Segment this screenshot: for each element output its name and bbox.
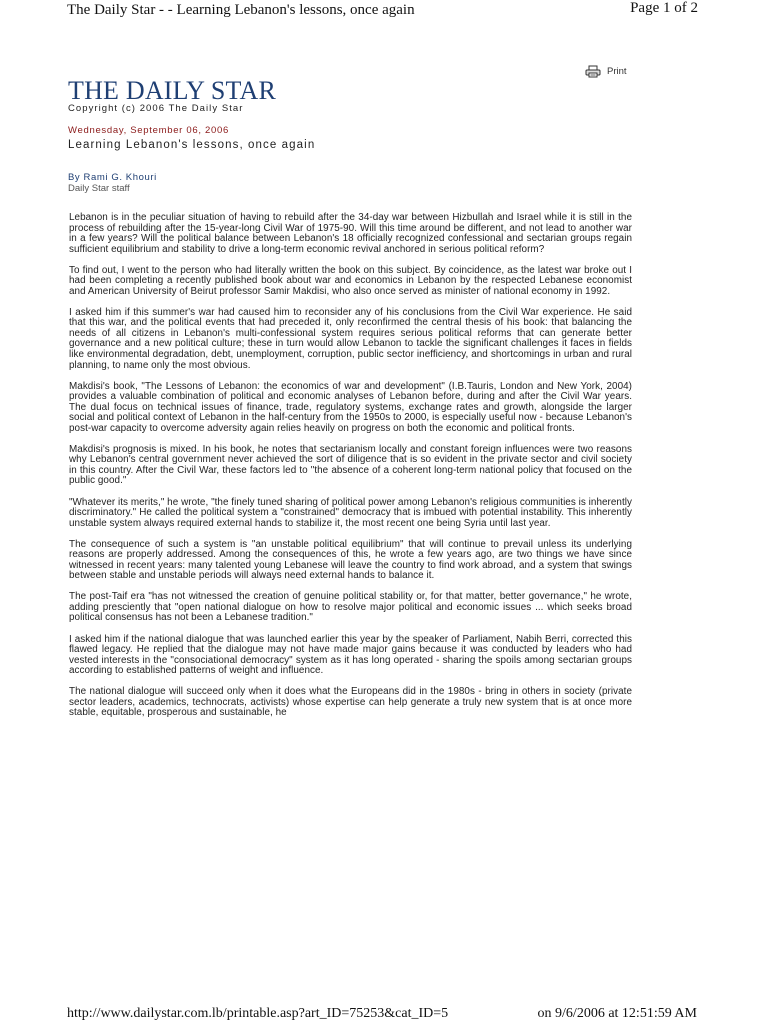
browser-page-title: The Daily Star - - Learning Lebanon's lessons, once again	[67, 2, 415, 18]
article-paragraph: The national dialogue will succeed only when it does what the Europeans did in the 1980s - bring in others in society (private sector leaders, academics, technocrats, activists) whose expertise can help generate a truly new system that is at once more stable, equitable, prosperous and sustainable, he	[69, 686, 632, 719]
article-paragraph: Lebanon is in the peculiar situation of having to rebuild after the 34-day war between Hizbullah and Israel while it is still in the process of rebuilding after the 15-year-long Civil War of 1975-90. Will this time around be different, and not lead to another war in a few years? Will the political balance between Lebanon's 18 officially recognized confessional and sectarian groups regain sufficient equilibrium and stability to drive a long-term economic revival anchored in serious political reform?	[69, 212, 632, 255]
copyright-line: Copyright (c) 2006 The Daily Star	[68, 103, 244, 114]
footer-url: http://www.dailystar.com.lb/printable.asp?art_ID=75253&cat_ID=5	[67, 1006, 449, 1021]
article-headline: Learning Lebanon's lessons, once again	[68, 139, 316, 151]
printer-icon[interactable]	[585, 65, 601, 78]
author-role: Daily Star staff	[68, 183, 130, 194]
article-paragraph: The consequence of such a system is "an unstable political equilibrium" that will continue to prevail unless its underlying reasons are properly addressed. Among the consequences of this, he wrote a few years ago, are two things we have since witnessed in recent years: many talented young Lebanese will leave the country to find work abroad, and a system that swings between stable and unstable periods will always need external hands to balance it.	[69, 538, 632, 582]
article-paragraph: Makdisi's book, "The Lessons of Lebanon: the economics of war and development" (I.B.Tauris, London and New York, 2004) provides a valuable combination of political and economic analyses of Lebanon before, during and after the Civil War years. The dual focus on technical issues of finance, trade, regulatory systems, exchange rates and growth, alongside the larger social and political context of Lebanon in the half-century from the 1950s to 2000, is especially useful now - because Lebanon's post-war capacity to overcome adversity again relies heavily on progress on both the economic and political fronts.	[69, 380, 632, 434]
print-label[interactable]: Print	[607, 66, 627, 77]
masthead-logo: THE DAILY STAR	[68, 76, 277, 105]
article-body	[69, 213, 632, 729]
page-number: Page 1 of 2	[630, 0, 698, 16]
article-paragraph: I asked him if this summer's war had caused him to reconsider any of his conclusions from the Civil War experience. He said that this war, and the political events that had preceded it, only reconfirmed the central thesis of his book: that balancing the needs of all citizens in Lebanon's multi-confessional system requires serious political reforms that can generate better governance and a new political culture; these in turn would allow Lebanon to tackle the significant challenges it faces in fields like environmental degradation, debt, unemployment, corruption, public sector inefficiency, and shortcomings in urban and rural planning, to name only the most obvious.	[69, 306, 632, 371]
article-paragraph: The post-Taif era "has not witnessed the creation of genuine political stability or, for that matter, better governance," he wrote, adding presciently that "open national dialogue on how to resolve major political and economic issues ... which seeks broad political consensus has not been a Lebanese tradition."	[69, 591, 632, 624]
article-paragraph: I asked him if the national dialogue that was launched earlier this year by the speaker of Parliament, Nabih Berri, corrected this flawed legacy. He replied that the dialogue may not have made major gains because it was conducted by leaders who had vested interests in the "consociational democracy" system as it has long operated - sharing the spoils among sectarian groups according to established patterns of weight and influence.	[69, 633, 632, 677]
article-date: Wednesday, September 06, 2006	[68, 125, 229, 136]
print-link[interactable]	[585, 65, 627, 78]
footer-print-date: on 9/6/2006 at 12:51:59 AM	[537, 1006, 697, 1021]
article-byline: By Rami G. Khouri	[68, 172, 157, 183]
article-paragraph: To find out, I went to the person who had literally written the book on this subject. By coincidence, as the latest war broke out I had been completing a recently published book about war and economics in Lebanon by the respected Lebanese economist and American University of Beirut professor Samir Makdisi, who also once served as minister of national economy in 1992.	[69, 264, 632, 297]
article-paragraph: "Whatever its merits," he wrote, "the finely tuned sharing of political power among Lebanon's religious communities is inherently discriminatory." He called the political system a "constrained" democracy that is imbued with potential instability. This inherently unstable system always required external hands to stabilize it, the most recent one being Syria until last year.	[69, 496, 632, 529]
article-paragraph: Makdisi's prognosis is mixed. In his book, he notes that sectarianism locally and constant foreign influences were two reasons why Lebanon's central government never achieved the sort of diligence that is so evident in the private sector and civil society in this country. After the Civil War, these factors led to "the absence of a coherent long-term national policy that focused on the public good."	[69, 443, 632, 487]
